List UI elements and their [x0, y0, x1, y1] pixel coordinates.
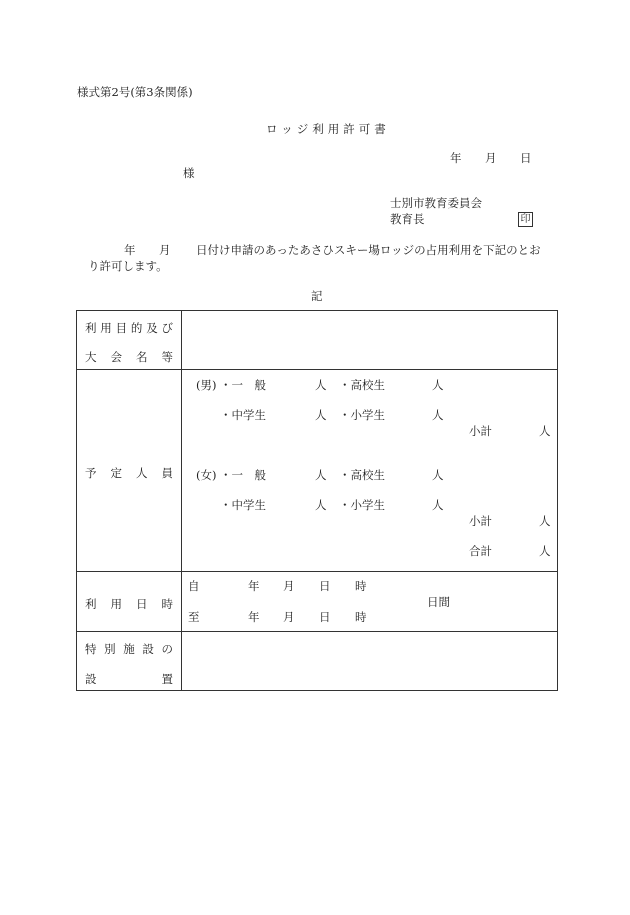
days-count-label: 日間 — [427, 595, 450, 609]
female-subtotal-label: 小計 — [469, 514, 492, 528]
issuer-position: 教育長 — [390, 212, 425, 226]
from-year: 年 — [248, 579, 260, 593]
female-highschool-unit: 人 — [432, 468, 444, 482]
seal-icon: 印 — [518, 212, 533, 227]
ki-heading: 記 — [311, 289, 323, 303]
to-year: 年 — [248, 610, 260, 624]
headcount-label: 予 定 人 員 — [85, 466, 173, 480]
from-hour: 時 — [355, 579, 367, 593]
issuer-org: 士別市教育委員会 — [390, 196, 482, 210]
headcount-value-cell — [182, 370, 558, 572]
to-hour: 時 — [355, 610, 367, 624]
headcount-label-cell — [77, 370, 182, 572]
female-elementary-label: ・小学生 — [339, 498, 385, 512]
facility-value-cell[interactable] — [182, 632, 558, 691]
facility-label-cell — [77, 632, 182, 691]
date-month: 月 — [485, 151, 497, 165]
addressee-suffix: 様 — [183, 166, 195, 180]
date-year: 年 — [450, 151, 462, 165]
female-highschool-label: ・高校生 — [339, 468, 385, 482]
document-title: ロッジ利用許可書 — [266, 122, 390, 136]
row-headcount — [77, 370, 558, 572]
purpose-label-line2: 大 会 名 等 — [85, 350, 173, 364]
to-day: 日 — [319, 610, 331, 624]
male-elementary-unit: 人 — [432, 408, 444, 422]
datetime-label-cell — [77, 572, 182, 632]
female-elementary-unit: 人 — [432, 498, 444, 512]
body-year: 年 — [124, 243, 136, 257]
body-month: 月 — [159, 243, 171, 257]
form-number: 様式第2号(第3条関係) — [77, 85, 193, 99]
male-subtotal-label: 小計 — [469, 424, 492, 438]
male-highschool-label: ・高校生 — [339, 378, 385, 392]
from-label: 自 — [188, 579, 200, 593]
datetime-label: 利 用 日 時 — [85, 597, 173, 611]
male-junior-unit: 人 — [315, 408, 327, 422]
male-highschool-unit: 人 — [432, 378, 444, 392]
body-line1: 日付け申請のあったあさひスキー場ロッジの占用利用を下記のとお — [196, 243, 541, 257]
male-general-unit: 人 — [315, 378, 327, 392]
to-label: 至 — [188, 610, 200, 624]
row-purpose — [77, 311, 558, 370]
purpose-label-cell — [77, 311, 182, 370]
total-unit: 人 — [539, 544, 551, 558]
date-day: 日 — [520, 151, 532, 165]
male-subtotal-unit: 人 — [539, 424, 551, 438]
row-usage-datetime — [77, 572, 558, 632]
datetime-value-cell — [182, 572, 558, 632]
facility-label-line1: 特 別 施 設 の — [85, 642, 173, 656]
male-junior-label: ・中学生 — [220, 408, 266, 422]
to-month: 月 — [283, 610, 295, 624]
female-general-unit: 人 — [315, 468, 327, 482]
female-junior-label: ・中学生 — [220, 498, 266, 512]
purpose-label-line1: 利 用 目 的 及 び — [85, 321, 173, 335]
purpose-value-cell[interactable] — [182, 311, 558, 370]
from-month: 月 — [283, 579, 295, 593]
body-line2: り許可します。 — [88, 259, 168, 273]
total-label: 合計 — [469, 544, 492, 558]
female-general-label: ・一 般 — [220, 468, 266, 482]
male-general-label: ・一 般 — [220, 378, 266, 392]
female-subtotal-unit: 人 — [539, 514, 551, 528]
permit-table — [76, 310, 558, 691]
female-prefix: (女) — [196, 468, 217, 482]
facility-label-line2: 設 置 — [85, 672, 173, 686]
row-special-facility — [77, 632, 558, 691]
from-day: 日 — [319, 579, 331, 593]
male-prefix: (男) — [196, 378, 217, 392]
female-junior-unit: 人 — [315, 498, 327, 512]
seal-mark — [518, 212, 533, 227]
male-elementary-label: ・小学生 — [339, 408, 385, 422]
